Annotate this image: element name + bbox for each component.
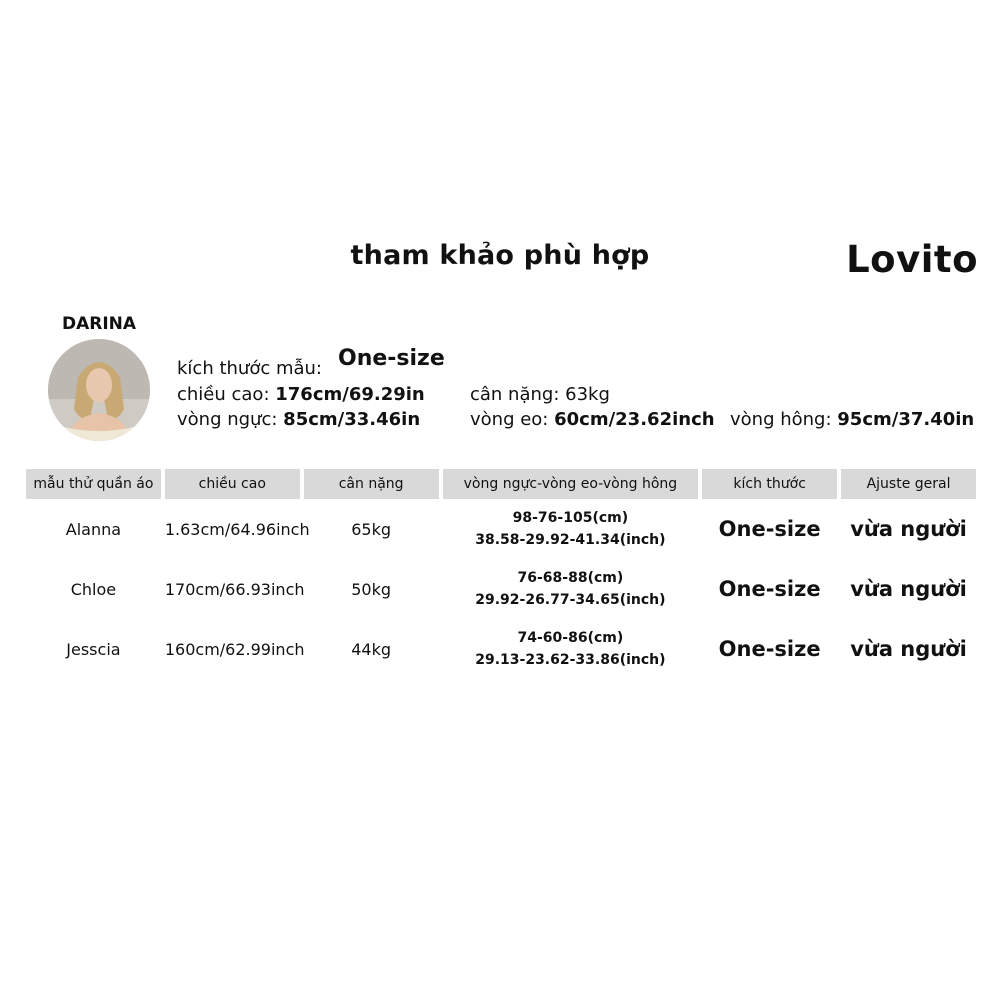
model-avatar (48, 339, 150, 441)
model-weight (470, 384, 610, 405)
model-bust-label: vòng ngực: (177, 409, 278, 430)
row-measurements (443, 619, 699, 679)
row-size: One-size (718, 517, 821, 541)
row-height: 170cm/66.93inch (164, 579, 305, 599)
header-fit: Ajuste geral (841, 469, 976, 499)
model-bust-value: 85cm/33.46in (283, 409, 421, 430)
table-row (26, 559, 976, 619)
model-height-value: 176cm/69.29in (275, 384, 425, 405)
model-waist-value: 60cm/23.62inch (554, 409, 715, 430)
header-model: mẫu thử quần áo (26, 469, 161, 499)
row-meas-inch: 29.13-23.62-33.86(inch) (475, 652, 666, 668)
model-waist (470, 409, 715, 430)
row-fit: vừa người (850, 517, 967, 541)
row-size: One-size (718, 637, 821, 661)
header-height: chiều cao (165, 469, 300, 499)
model-weight-label: cân nặng: (470, 384, 560, 405)
row-measurements (443, 559, 699, 619)
row-meas-cm: 76-68-88(cm) (517, 570, 624, 586)
table-row (26, 499, 976, 559)
row-meas-inch: 38.58-29.92-41.34(inch) (475, 532, 666, 548)
row-meas-cm: 74-60-86(cm) (517, 630, 624, 646)
row-weight: 65kg (351, 519, 392, 539)
row-meas-cm: 98-76-105(cm) (512, 510, 629, 526)
row-name: Jesscia (66, 639, 121, 659)
model-size-label: kích thước mẫu: (177, 358, 322, 379)
row-name: Alanna (65, 519, 122, 539)
model-height-label: chiều cao: (177, 384, 270, 405)
model-hip-value: 95cm/37.40in (837, 409, 975, 430)
header-weight: cân nặng (304, 469, 439, 499)
model-size-value: One-size (338, 346, 445, 371)
row-weight: 44kg (351, 639, 392, 659)
header-measurements: vòng ngực-vòng eo-vòng hông (443, 469, 699, 499)
row-height: 160cm/62.99inch (164, 639, 305, 659)
page-title: tham khảo phù hợp (350, 240, 650, 271)
model-weight-value: 63kg (565, 384, 610, 405)
header-size: kích thước (702, 469, 837, 499)
table-header-row (26, 469, 976, 499)
row-measurements (443, 499, 699, 559)
row-fit: vừa người (850, 637, 967, 661)
model-hip (730, 409, 974, 430)
model-bust (177, 409, 420, 430)
row-meas-inch: 29.92-26.77-34.65(inch) (475, 592, 666, 608)
fit-reference-table (22, 469, 980, 679)
model-hip-label: vòng hông: (730, 409, 832, 430)
row-weight: 50kg (351, 579, 392, 599)
row-fit: vừa người (850, 577, 967, 601)
row-size: One-size (718, 577, 821, 601)
model-height (177, 384, 425, 405)
row-name: Chloe (70, 579, 117, 599)
model-name: DARINA (62, 314, 137, 334)
brand-logo: Lovito (846, 238, 978, 281)
row-height: 1.63cm/64.96inch (164, 519, 310, 539)
model-waist-label: vòng eo: (470, 409, 549, 430)
table-row (26, 619, 976, 679)
